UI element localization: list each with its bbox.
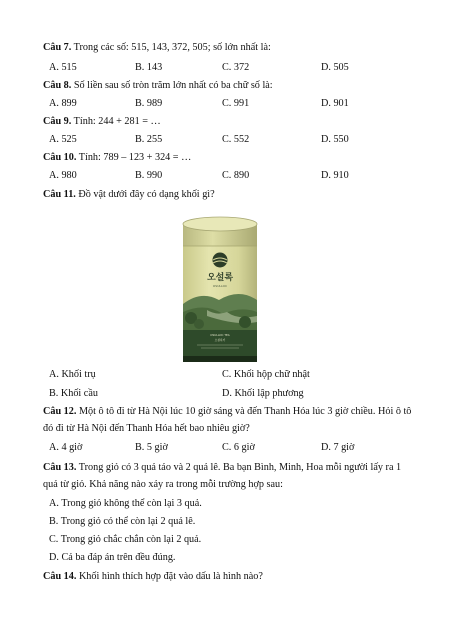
band-subtitle: 오설록티 (214, 338, 226, 342)
option-a: A. 515 (49, 62, 77, 73)
canister-top (183, 217, 257, 231)
question-text: Số liền sau số tròn trăm lớn nhất có ba chữ số là: (71, 80, 273, 91)
question-label: Câu 14. (43, 571, 77, 582)
canister-base (183, 356, 257, 362)
band-title: OSULLOC TEA (210, 333, 230, 337)
question-label: Câu 7. (43, 42, 72, 53)
tree (194, 319, 204, 329)
option-c: C. 372 (222, 62, 250, 73)
question-label: Câu 10. (43, 152, 77, 163)
option-d: D. Khối lập phương (222, 388, 304, 399)
question-14 (43, 571, 263, 582)
option-c: C. Khối hộp chữ nhật (222, 369, 310, 380)
question-11 (43, 189, 215, 200)
option-b: B. 143 (135, 62, 163, 73)
option-c: C. 991 (222, 98, 250, 109)
option-a: A. 980 (49, 170, 77, 181)
question-label: Câu 8. (43, 80, 72, 91)
question-text: Tính: 244 + 281 = … (71, 116, 161, 127)
tea-canister-image (177, 212, 263, 362)
question-label: Câu 13. (43, 462, 77, 473)
question-text: Khối hình thích hợp đặt vào dấu là hình nào? (76, 571, 263, 582)
question-12 (43, 403, 413, 437)
option-c: C. 6 giờ (222, 442, 255, 453)
option-d: D. 7 giờ (321, 442, 355, 453)
option-a: A. Trong giỏ không thể còn lại 3 quả. (49, 498, 202, 509)
question-text: Tính: 789 – 123 + 324 = … (76, 152, 192, 163)
option-d: D. Cả ba đáp án trên đều đúng. (49, 552, 176, 563)
option-a: A. 4 giờ (49, 442, 83, 453)
question-7 (43, 42, 271, 53)
option-b: B. 5 giờ (135, 442, 168, 453)
option-d: D. 901 (321, 98, 349, 109)
option-b: B. 990 (135, 170, 163, 181)
question-label: Câu 9. (43, 116, 72, 127)
option-c: C. 552 (222, 134, 250, 145)
option-a: A. 525 (49, 134, 77, 145)
option-a: A. 899 (49, 98, 77, 109)
option-d: D. 910 (321, 170, 349, 181)
tree (239, 316, 251, 328)
option-d: D. 550 (321, 134, 349, 145)
option-c: C. Trong giỏ chắc chắn còn lại 2 quả. (49, 534, 202, 545)
option-b: B. 989 (135, 98, 163, 109)
option-b: B. 255 (135, 134, 163, 145)
brand-emblem-icon (213, 253, 228, 268)
question-text: Một ô tô đi từ Hà Nội lúc 10 giờ sáng và đến Thanh Hóa lúc 3 giờ chiều. Hỏi ô tô đó đi từ Hà Nội đến Thanh Hóa hết bao nhiêu giờ? (43, 406, 412, 434)
question-9 (43, 116, 161, 127)
question-text: Trong giỏ có 3 quả táo và 2 quả lê. Ba bạn Bình, Minh, Hoa mỗi người lấy ra 1 quả từ giỏ. Khả năng nào xảy ra trong mỗi trường hợp sau: (43, 462, 402, 490)
question-label: Câu 12. (43, 406, 77, 417)
option-a: A. Khối trụ (49, 369, 96, 380)
option-c: C. 890 (222, 170, 250, 181)
option-d: D. 505 (321, 62, 349, 73)
question-text: Đồ vật dưới đây có dạng khối gì? (75, 189, 215, 200)
question-label: Câu 11. (43, 189, 76, 200)
option-b: B. Khối cầu (49, 388, 98, 399)
question-8 (43, 80, 273, 91)
question-text: Trong các số: 515, 143, 372, 505; số lớn nhất là: (71, 42, 271, 53)
brand-subtitle: OSULLOC (212, 284, 228, 288)
question-10 (43, 152, 191, 163)
option-b: B. Trong giỏ có thể còn lại 2 quả lê. (49, 516, 196, 527)
question-13 (43, 459, 413, 493)
brand-name: 오설록 (206, 273, 234, 283)
